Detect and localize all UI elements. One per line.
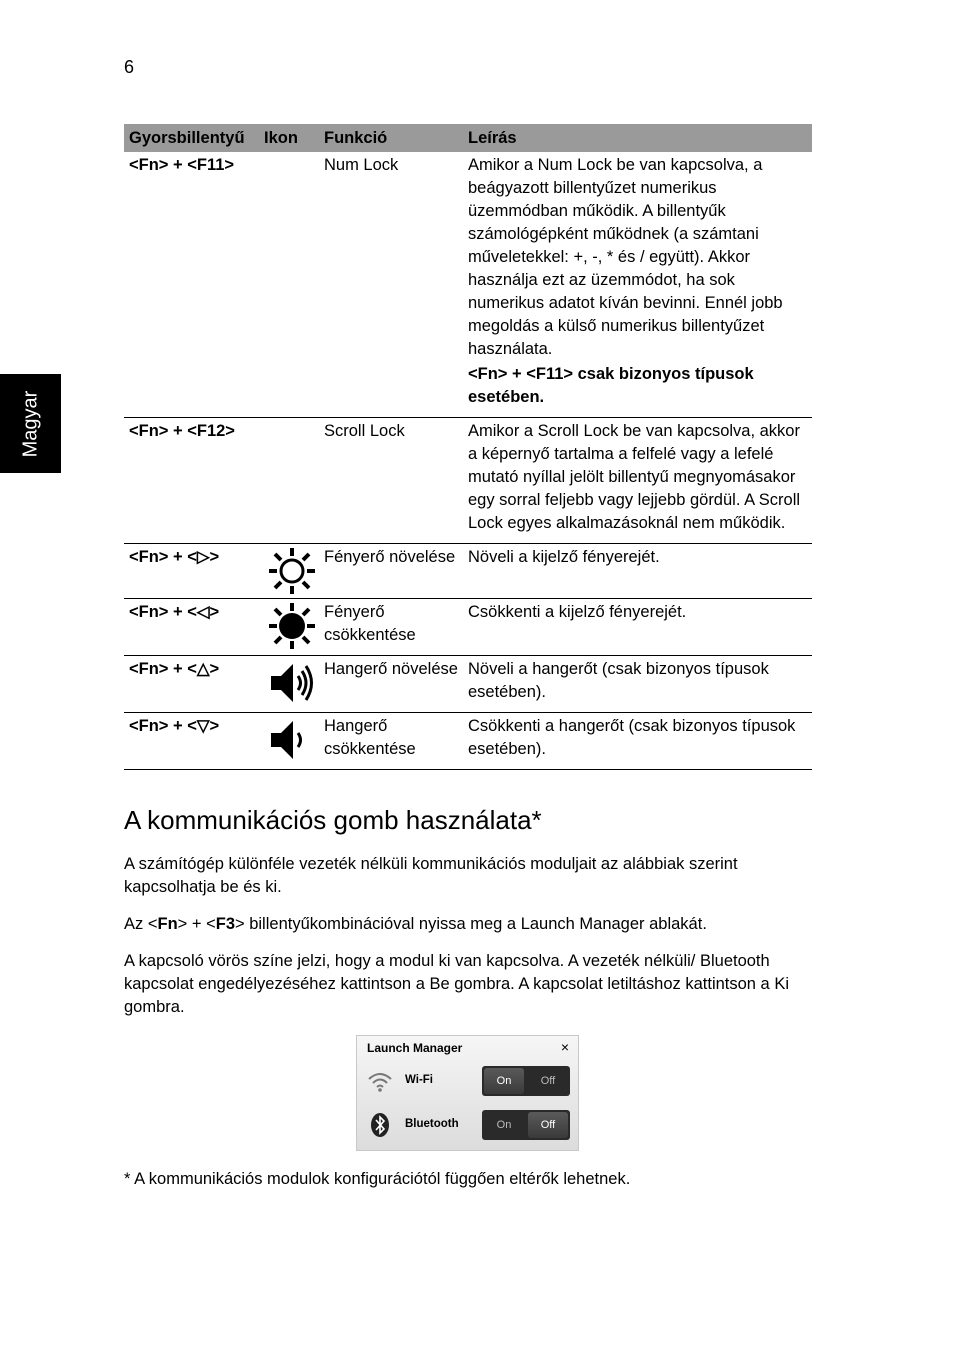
icon-cell: [264, 713, 319, 770]
description-cell: Növeli a kijelző fényerejét.: [463, 544, 812, 599]
paragraph-switch-info: A kapcsoló vörös színe jelzi, hogy a modul ki van kapcsolva. A vezeték nélküli/ Bluetooth kapcsolat engedélyezéséhez kattintson a Be gombra. A kapcsolat letiltáshoz kattintson a Ki gombra.: [124, 952, 789, 1016]
icon-cell: [264, 599, 319, 656]
hotkey-cell: <Fn> + <◁>: [124, 599, 264, 656]
table-row: [124, 713, 812, 770]
description-cell: [463, 152, 812, 418]
table-row: [124, 152, 812, 418]
hotkey-cell: <Fn> + <△>: [124, 656, 264, 713]
table-row: [124, 599, 812, 656]
wifi-on-button[interactable]: On: [484, 1068, 524, 1094]
bluetooth-off-button[interactable]: Off: [528, 1112, 568, 1138]
launch-manager-window: [356, 1035, 579, 1151]
function-cell: Fényerő növelése: [319, 544, 463, 599]
wifi-icon: [367, 1068, 393, 1094]
wifi-row: [365, 1064, 570, 1098]
icon-cell: [264, 544, 319, 599]
description-cell: [463, 418, 812, 544]
description-cell: Növeli a hangerőt (csak bizonyos típusok esetében).: [463, 656, 812, 713]
key-f3: F3: [215, 915, 235, 933]
side-tab-label: Magyar: [19, 390, 41, 457]
volume-up-icon: [267, 658, 317, 708]
icon-cell: [264, 656, 319, 713]
wifi-off-button[interactable]: Off: [540, 1075, 556, 1087]
hotkey-table: [124, 124, 812, 770]
paragraph-launch-hotkey: [124, 913, 814, 936]
launch-manager-title: Launch Manager: [367, 1041, 463, 1055]
description-cell: Csökkenti a kijelző fényerejét.: [463, 599, 812, 656]
close-icon[interactable]: ×: [560, 1039, 569, 1055]
function-cell: Num Lock: [319, 152, 463, 418]
header-hotkey: Gyorsbillentyű: [124, 124, 264, 152]
bluetooth-icon: [367, 1112, 393, 1138]
page-number: 6: [124, 57, 135, 77]
paragraph-intro: A számítógép különféle vezeték nélküli kommunikációs moduljait az alábbiak szerint kapcsolhatja be és ki.: [124, 855, 738, 896]
icon-cell: [264, 418, 319, 544]
bluetooth-on-button[interactable]: On: [496, 1119, 512, 1131]
wifi-label: Wi-Fi: [405, 1074, 433, 1086]
bluetooth-toggle[interactable]: [482, 1110, 570, 1140]
header-icon: Ikon: [264, 124, 319, 152]
brightness-up-icon: [267, 546, 317, 596]
description-text: Amikor a Scroll Lock be van kapcsolva, akkor a képernyő tartalma a felfelé vagy a lefelé mutató nyíllal jelölt billentyű megnyomásakor egy sorral feljebb vagy lejjebb gördül. A Scroll Lock egyes alkalmazásoknál nem működik.: [468, 422, 801, 532]
para2-mid: > + <: [177, 915, 216, 933]
description-note: <Fn> + <F11> csak bizonyos típusok esetében.: [468, 365, 754, 406]
header-description: Leírás: [463, 124, 812, 152]
volume-down-icon: [267, 715, 317, 765]
function-cell: Scroll Lock: [319, 418, 463, 544]
table-header-row: [124, 124, 812, 152]
function-cell: Hangerő növelése: [319, 656, 463, 713]
hotkey-cell: <Fn> + <F11>: [124, 152, 264, 418]
description-text: Amikor a Num Lock be van kapcsolva, a beágyazott billentyűzet numerikus üzemmódban működik. A billentyűk számológépként működnek (a számtani műveletekkel: +, -, * és / együtt). Akkor használja ezt az üzemmódot, ha sok numerikus adatot kíván bevinni. Ennél jobb megoldás a külső numerikus billentyűzet használata.: [468, 156, 783, 358]
language-side-tab: [0, 374, 61, 473]
para2-pre: Az <: [124, 915, 158, 933]
icon-cell: [264, 152, 319, 418]
description-cell: Csökkenti a hangerőt (csak bizonyos típusok esetében).: [463, 713, 812, 770]
key-fn: Fn: [157, 915, 178, 933]
function-cell: Fényerő csökkentése: [319, 599, 463, 656]
table-row: [124, 418, 812, 544]
hotkey-cell: <Fn> + <F12>: [124, 418, 264, 544]
footnote: * A kommunikációs modulok konfigurációtól függően eltérők lehetnek.: [124, 1170, 631, 1188]
hotkey-cell: <Fn> + <▷>: [124, 544, 264, 599]
function-cell: Hangerő csökkentése: [319, 713, 463, 770]
header-function: Funkció: [319, 124, 463, 152]
table-row: [124, 544, 812, 599]
bluetooth-row: [365, 1108, 570, 1142]
table-row: [124, 656, 812, 713]
brightness-down-icon: [267, 601, 317, 651]
section-title: A kommunikációs gomb használata*: [124, 805, 542, 835]
wifi-toggle[interactable]: [482, 1066, 570, 1096]
bluetooth-label: Bluetooth: [405, 1118, 459, 1130]
para2-post: > billentyűkombinációval nyissa meg a Launch Manager ablakát.: [235, 915, 707, 933]
hotkey-cell: <Fn> + <▽>: [124, 713, 264, 770]
